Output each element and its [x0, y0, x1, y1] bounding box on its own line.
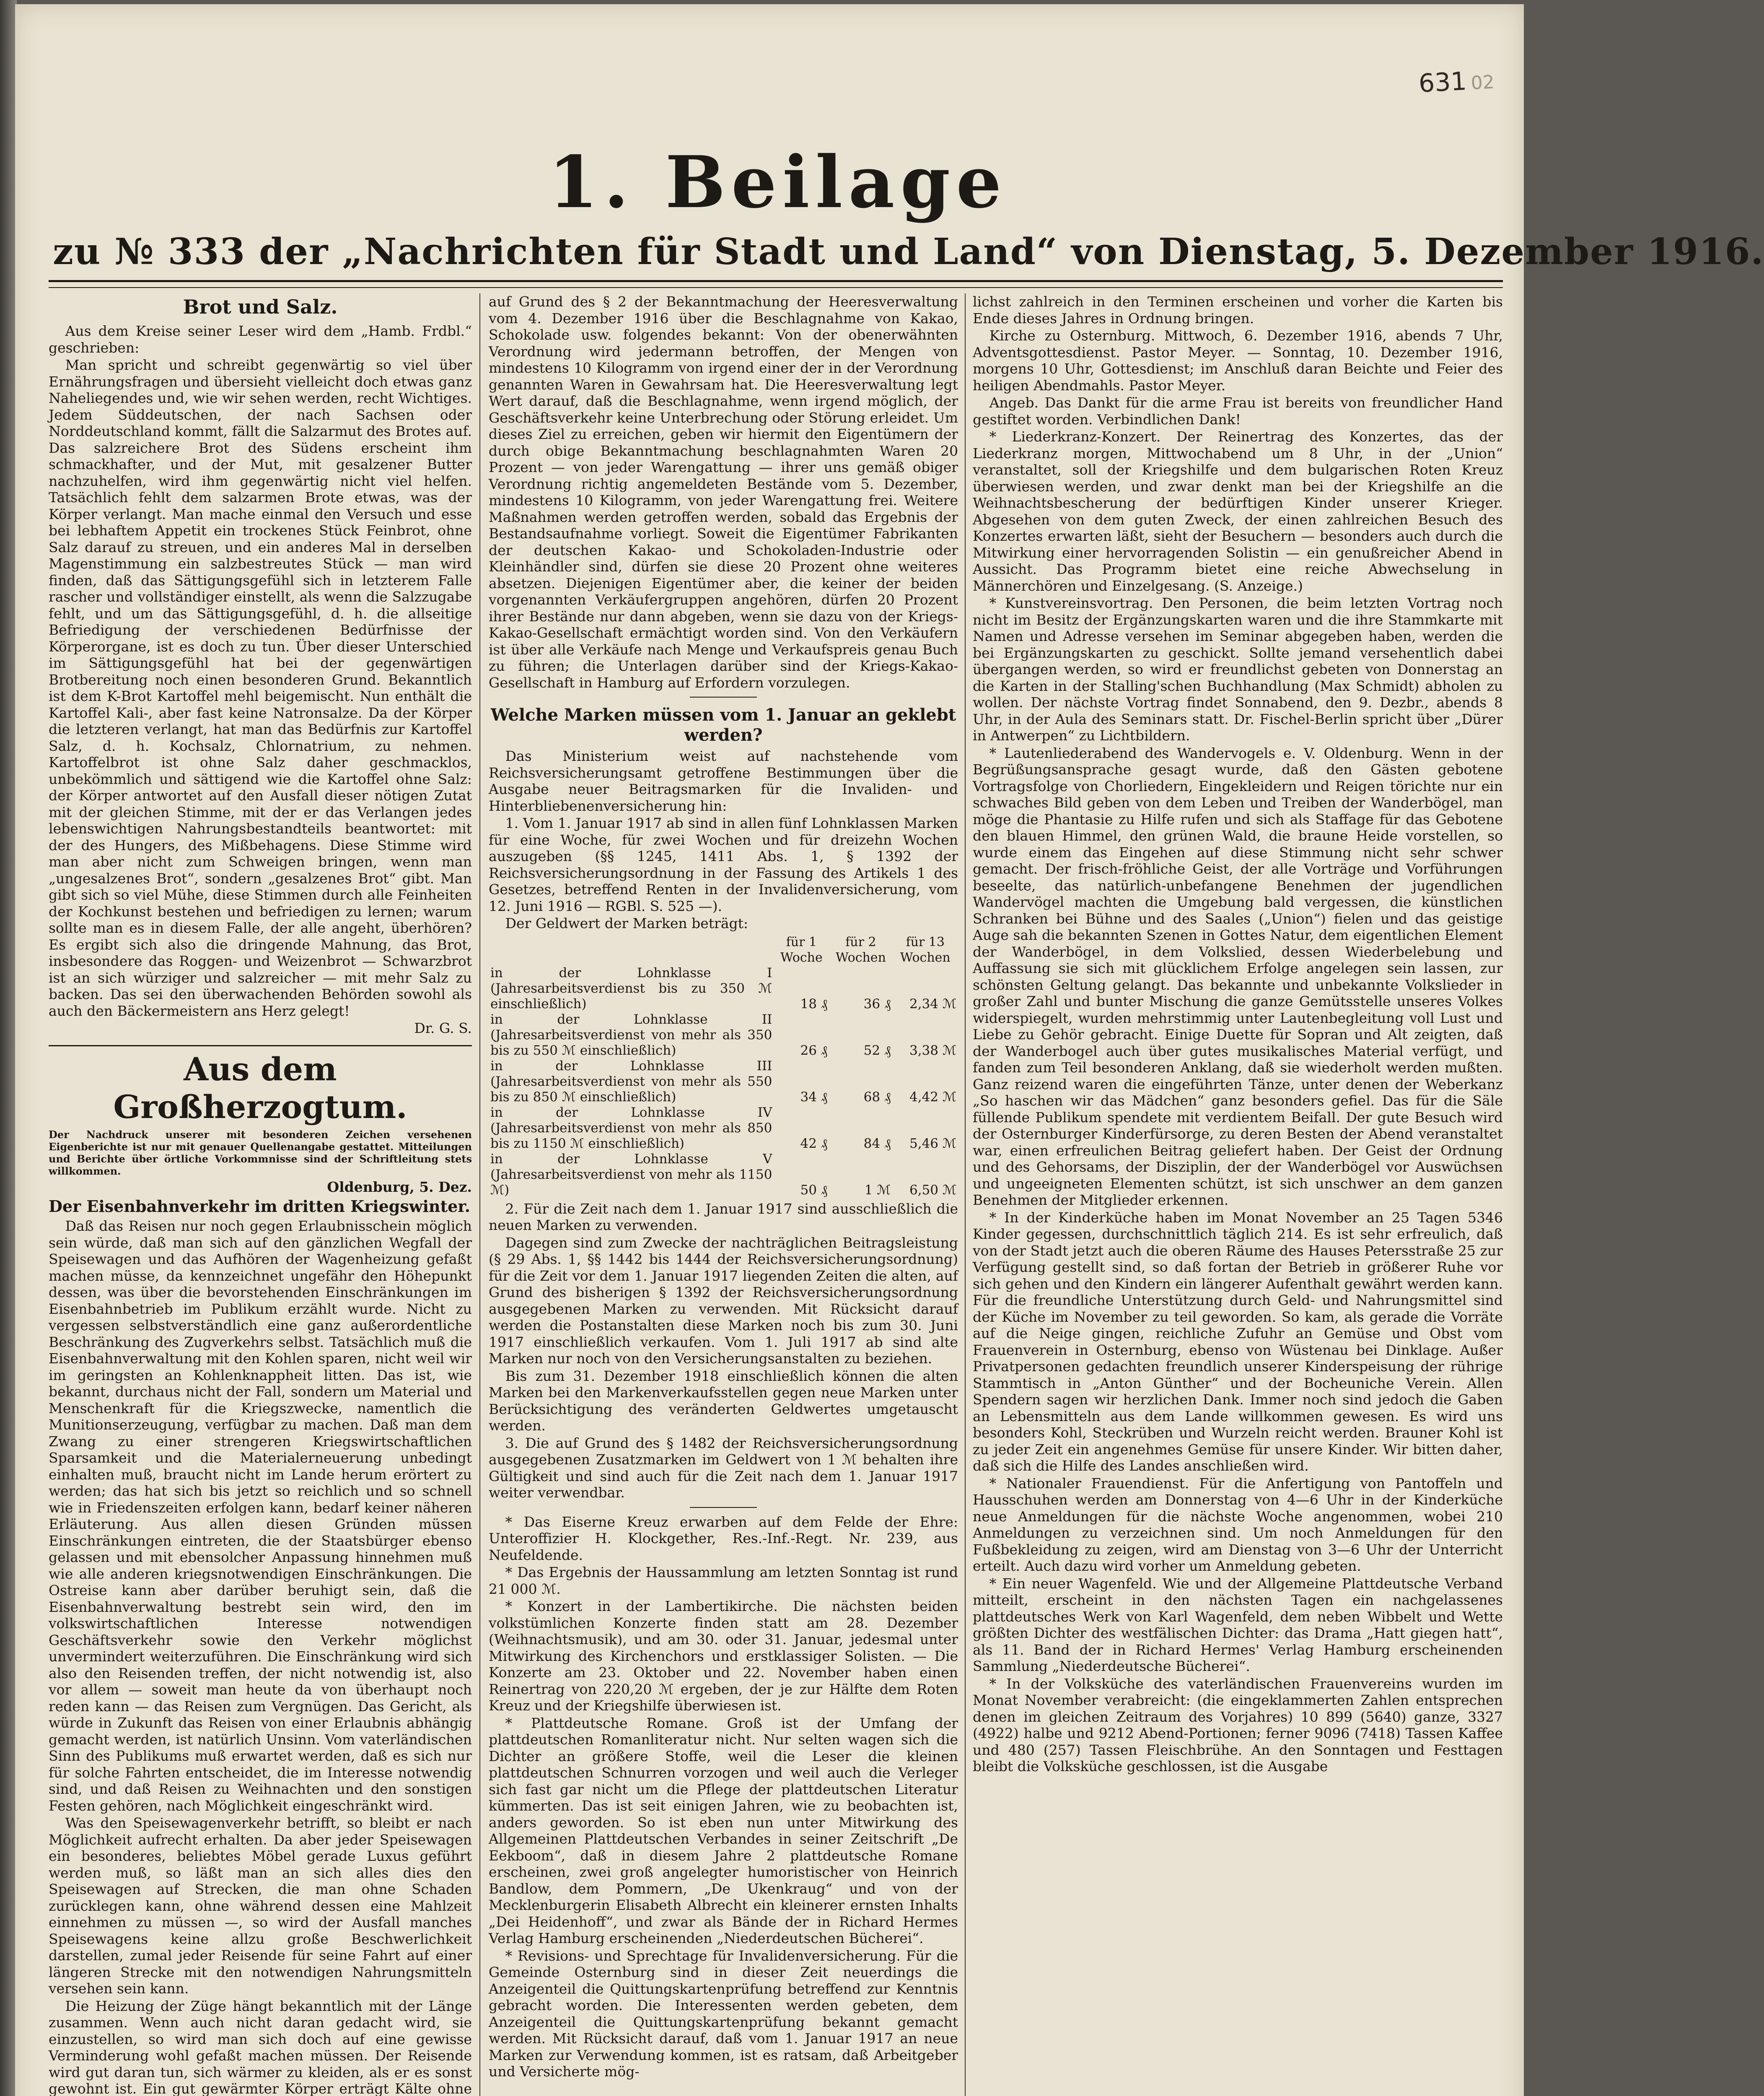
article-signature: Dr. G. S. [414, 1020, 472, 1036]
article-separator [690, 697, 757, 698]
table-cell: 18 ₰ [800, 996, 828, 1012]
scan-binding-edge [0, 0, 17, 2096]
article-title-brot: Brot und Salz. [183, 296, 338, 318]
table-cell: in der Lohnklasse III (Jahresarbeitsverdienst von mehr als 550 bis zu 850 ℳ einschließlich) [490, 1058, 772, 1105]
article-paragraph: Was den Speisewagenverkehr betrifft, so bleibt er nach Möglichkeit aufrecht erhalten. Da aber jeder Speisewagen ein besonderes, beliebtes Möbel gerade Luxus geführt werden muß, so läßt man an sich alles dies den Speisewagen auf Strecken, die man ohne Schaden zurücklegen kann, ohne während dessen eine Mahlzeit einnehmen zu müssen —, so wird der Ausfall manches Speisewagens keine allzu große Beschwerlichkeit darstellen, zumal jeder Reisende für seine Fahrt auf einer längeren Strecke mit den notwendigen Nahrungsmitteln versehen sein kann. [49, 1815, 472, 1997]
article-paragraph: 2. Für die Zeit nach dem 1. Januar 1917 sind ausschließlich die neuen Marken zu verwenden. [489, 1200, 958, 1233]
table-cell: 84 ₰ [863, 1136, 891, 1151]
table-cell: 50 ₰ [800, 1182, 828, 1198]
news-item: Kirche zu Osternburg. Mittwoch, 6. Dezember 1916, abends 7 Uhr, Adventsgottesdienst. Pastor Meyer. — Sonntag, 10. Dezember 1916, morgens 10 Uhr, Gottesdienst; im Anschluß daran Beichte und Feier des heiligen Abendmahls. Pastor Meyer. [973, 327, 1503, 394]
news-item: * Ein neuer Wagenfeld. Wie und der Allgemeine Plattdeutsche Verband mitteilt, erscheint in den nächsten Tagen ein nachgelassenes plattdeutsches Werk von Karl Wagenfeld, dem neben Wibbelt und Wette größten Dichter des westfälischen Dichter: das Drama „Hatt giegen hatt“, als 11. Band der in Richard Hermes' Verlag Hamburg erscheinenden Sammlung „Niederdeutsche Bücherei“. [973, 1575, 1503, 1674]
news-item: * Liederkranz-Konzert. Der Reinertrag des Konzertes, das der Liederkranz morgen, Mittwochabend um 8 Uhr, in der „Union“ veranstaltet, soll der Kriegshilfe und dem bulgarischen Roten Kreuz überwiesen werden, und zwar denkt man bei der Kriegshilfe an die Weihnachtsbescherung der bedürftigen Kinder unserer Krieger. Abgesehen von dem guten Zweck, der einen zahlreichen Besuch des Konzertes erwarten läßt, sieht der Besuchern — besonders auch durch die Mitwirkung einer hervorragenden Solistin — ein genußreicher Abend in Aussicht. Das Programm bietet eine reiche Abwechselung in Männerchören und Einzelgesang. (S. Anzeige.) [973, 428, 1503, 594]
section-title: Aus dem Großherzogtum. [49, 1045, 472, 1126]
news-item: * In der Kinderküche haben im Monat November an 25 Tagen 5346 Kinder gegessen, durchschnittlich täglich 214. Es ist sehr erfreulich, daß von der Stadt jetzt auch die oberen Räume des Hauses Petersstraße 25 zur Verfügung gestellt sind, so daß fortan der Betrieb in größerer Ruhe vor sich gehen und den Kindern ein längerer Aufenthalt gewährt werden kann. Für die freundliche Unterstützung durch Geld- und Nahrungsmittel sind der Küche im November zu teil geworden. So kam, als gerade die Vorräte auf die Neige gingen, reichliche Zufuhr an Gemüse und Obst vom Frauenverein in Osternburg, ebenso von Wüstenau bei Dinklage. Außer Privatpersonen gedachten freundlich unserer Kinderspeisung der rührige Stammtisch in „Anton Günther“ und der Bocheuniche Verein. Allen Spendern sagen wir herzlichen Dank. Immer noch sind jedoch die Gaben an Lebensmitteln aus dem Lande willkommen gewesen. Es wird uns besonders Kohl, Steckrüben und Wurzeln reicht werden. Brauner Kohl ist zu jeder Zeit ein angenehmes Gemüse für unsere Kinder. Wir bitten daher, daß sich die Hilfe des Landes anschließen wird. [973, 1209, 1503, 1474]
columns [49, 293, 1503, 2096]
dateline: Oldenburg, 5. Dez. [327, 1178, 472, 1195]
archive-number: 631 [1418, 66, 1468, 99]
article-paragraph: auf Grund des § 2 der Bekanntmachung der Heeresverwaltung vom 4. Dezember 1916 über die Beschlagnahme von Kakao, Schokolade usw. folgendes bekannt: Von der obenerwähnten Verordnung wird jedermann betroffen, der Mengen von mindestens 10 Kilogramm von irgend einer der in der Verordnung genannten Waren in Gewahrsam hat. Die Heeresverwaltung legt Wert darauf, daß die Beschlagnahme, wenn irgend möglich, der Geschäftsverkehr keine Unterbrechung oder Störung erleidet. Um dieses Ziel zu erreichen, geben wir hiermit den Eigentümern der durch obige Bekanntmachung beschlagnahmten Waren 20 Prozent — von jeder Warengattung — ihrer uns gemäß obiger Verordnung richtig angemeldeten Bestände vom 5. Dezember, mindestens 10 Kilogramm, von jeder Warengattung frei. Weitere Maßnahmen werden getroffen werden, sobald das Ergebnis der Bestandsaufnahme vorliegt. Soweit die Eigentümer Fabrikanten der deutschen Kakao- und Schokoladen-Industrie oder Kleinhändler sind, dürfen sie diese 20 Prozent ohne weiteres absetzen. Diejenigen Eigentümer aber, die keiner der beiden vorgenannten Verkäufergruppen angehören, dürfen 20 Prozent ihrer Bestände nur dann abgeben, wenn sie dazu von der Kriegs-Kakao-Gesellschaft ermächtigt worden sind. Von den Verkäufern ist über alle Verkäufe nach Menge und Verkaufspreis genau Buch zu führen; die Unterlagen darüber sind der Kriegs-Kakao-Gesellschaft in Hamburg auf Erfordern vorzulegen. [489, 293, 958, 691]
column-divider [965, 293, 966, 2096]
supplement-subtitle: zu № 333 der „Nachrichten für Stadt und Land“ von Dienstag, 5. Dezember 1916. [53, 231, 1764, 273]
table-cell: 1 ℳ [864, 1182, 891, 1198]
supplement-title: 1. Beilage [548, 140, 1008, 224]
news-item: * Kunstvereinsvortrag. Den Personen, die beim letzten Vortrag noch nicht im Besitz der Ergänzungskarten waren und die ihre Stammkarte mit Namen und Adresse versehen im Seminar abgegeben haben, werden die bei Ergänzungskarten zu geschickt. Sollte jemand versehentlich dabei übergangen werden, so wird er freundlichst gebeten von Donnerstag an die Karten in der Stalling'schen Buchhandlung (Max Schmidt) abholen zu wollen. Der nächste Vortrag findet Sonnabend, den 9. Dezbr., abends 8 Uhr, in der Aula des Seminars statt. Dr. Fischel-Berlin spricht über „Dürer in Antwerpen“ zu Lichtbildern. [973, 595, 1503, 744]
table-header-cell: für 1 Woche [780, 934, 823, 965]
table-cell: 4,42 ℳ [909, 1089, 956, 1105]
table-cell: in der Lohnklasse I (Jahresarbeitsverdienst bis zu 350 ℳ einschließlich) [490, 965, 772, 1012]
news-item: lichst zahlreich in den Terminen erscheinen und vorher die Karten bis Ende dieses Jahres in Ordnung bringen. [973, 293, 1503, 327]
news-item: * Plattdeutsche Romane. Groß ist der Umfang der plattdeutschen Romanliteratur nicht. Nur selten wagen sich die Dichter an größere Stoffe, weil die Leser die kleinen plattdeutschen Schnurren vorzogen und weil auch die Verleger sich fast gar nicht um die Pflege der plattdeutschen Literatur kümmerten. Das ist seit einigen Jahren, wie zu beobachten ist, anders geworden. So ist eben nun unter Mitwirkung des Allgemeinen Plattdeutschen Verbandes in seiner Zeitschrift „De Eekboom“, daß in diesem Jahre 2 plattdeutsche Romane erscheinen, zwei groß angelegter humoristischer von Heinrich Bandlow, dem Pommern, „De Ukenkraug“ und von der Mecklenburgerin Elisabeth Albrecht ein kleinerer ernsten Inhalts „Dei Heidenhoff“, und zwar als Bände der in Richard Hermes Verlag Hamburg erscheinenden „Niederdeutschen Bücherei“. [489, 1715, 958, 1946]
table-cell: 42 ₰ [800, 1136, 828, 1151]
article-separator [690, 1507, 757, 1508]
table-cell: in der Lohnklasse IV (Jahresarbeitsverdienst von mehr als 850 bis zu 1150 ℳ einschließlich) [490, 1105, 772, 1151]
news-item: * Nationaler Frauendienst. Für die Anfertigung von Pantoffeln und Hausschuhen werden am Donnerstag von 4—6 Uhr in der Kinderküche neue Anmeldungen für die nächste Woche angenommen, wobei 210 Anmeldungen zu verzeichnen sind. Um noch Anmeldungen für den Fußbekleidung zu zeigen, wird am Dienstag von 3—6 Uhr der Unterricht erteilt. Auch dazu wird vorher um Anmeldung gebeten. [973, 1475, 1503, 1574]
table-row [489, 965, 958, 1012]
table-cell: 36 ₰ [863, 996, 891, 1012]
table-header-row [489, 934, 958, 965]
table-header-cell: für 13 Wochen [900, 934, 951, 965]
table-header-cell [489, 934, 774, 965]
article-paragraph: Der Geldwert der Marken beträgt: [505, 915, 749, 931]
column-divider [479, 293, 480, 2096]
contribution-rates-table [489, 934, 958, 1198]
archive-page-number [1418, 65, 1495, 98]
table-header-cell: für 2 Wochen [835, 934, 886, 965]
table-cell: 5,46 ℳ [909, 1136, 956, 1151]
table-row [489, 1058, 958, 1105]
newspaper-page [15, 4, 1764, 2096]
article-paragraph: Daß das Reisen nur noch gegen Erlaubnisschein möglich sein würde, daß man sich auf den gänzlichen Wegfall der Speisewagen und das Aufhören der Wagenheizung gefaßt machen müsse, da kennzeichnet ungefähr den Höhepunkt dessen, was über die bevorstehenden Einschränkungen im Eisenbahnbetrieb im Publikum erzählt wurde. Nicht zu vergessen selbstverständlich eine ganz außerordentliche Beschränkung des Zugverkehrs selbst. Tatsächlich muß die Eisenbahnverwaltung mit den Kohlen sparen, nicht weil wir im geringsten an Kohlenknappheit litten. Das ist, wie bekannt, durchaus nicht der Fall, sondern um Material und Menschenkraft für die Kriegszwecke, namentlich die Munitionserzeugung, verfügbar zu machen. Daß man dem Zwang zu einer strengeren Kriegswirtschaftlichen Sparsamkeit und die Materialerneuerung unbedingt einhalten muß, braucht nicht im Lande herum erörtert zu werden; das hat sich bis jetzt so reichlich und so schnell wie in Friedenszeiten erfolgen kann, bedarf keiner näheren Erläuterung. Aus allen diesen Gründen müssen Einschränkungen eintreten, die der Staatsbürger ebenso gelassen und mit ebensolcher Anpassung hinnehmen muß wie alle anderen kriegsnotwendigen Einschränkungen. Die Ostreise kann aber darüber beruhigt sein, daß die Eisenbahnverwaltung bestrebt sein wird, den im volkswirtschaftlichen Interesse notwendigen Geschäftsverkehr sowie den Verkehr möglichst unvermindert weiterzuführen. Die Einschränkung wird sich also den Reisenden treffen, der nicht notwendig ist, also vor allem — soweit man heute da von überhaupt noch reden kann — das Reisen zum Vergnügen. Das Gericht, als würde in Zukunft das Reisen von einer Erlaubnis abhängig gemacht werden, ist natürlich Unsinn. Vom vaterländischen Sinn des Publikums muß erwartet werden, daß es sich nur für solche Fahrten entscheidet, die im Interesse notwendig sind, und daß Reisen zu Weihnachten und den sonstigen Festen gehören, nach Möglichkeit eingeschränkt wird. [49, 1218, 472, 1814]
column-3 [973, 293, 1503, 2096]
article-paragraph: Bis zum 31. Dezember 1918 einschließlich können die alten Marken bei den Markenverkaufsstellen gegen neue Marken unter Berücksichtigung des veränderten Geldwertes umgetauscht werden. [489, 1367, 958, 1434]
news-item: * Lautenliederabend des Wandervogels e. V. Oldenburg. Wenn in der Begrüßungsansprache gesagt wurde, daß den Gästen gebotene Vortragsfolge von Chorliedern, Eingekleidern und Reigen törichte nur ein schwaches Bild geben von dem Leben und Treiben der Wanderbögel, man möge die Phantasie zu Hilfe rufen und sich als Staffage für das Gebotene den blauen Himmel, den grünen Wald, die braune Heide vorstellen, so wurde einem das Eingehen auf diese Stimmung nicht sehr schwer gemacht. Der frisch-fröhliche Geist, der alle Vorträge und Vorführungen beseelte, das natürlich-unbefangene Benehmen der jugendlichen Wandervögel machten die Umgebung bald vergessen, die künstlichen Schranken bei Bühne und des Saales („Union“) fielen und das geistige Auge sah die bekannten Szenen in Gottes Natur, dem eigentlichen Element der Wanderbögel, in dem Volkslied, dessen Wiederbelebung und Auffassung sie sich mit glücklichem Erfolge angelegen sein lassen, zur schönsten Geltung gelangt. Das bekannte und unbekannte Volkslieder in großer Zahl und bunter Mischung die ganze Gemütsstelle unseres Volkes widerspiegelt, wurden mehrstimmig unter Lautenbegleitung voll Lust und Liebe zu Gehör gebracht. Einige Duette für Sopran und Alt zeigten, daß der Wanderbogel auch über gutes musikalisches Material verfügt, und fanden zum Teil besonderen Anklang, daß sie wiederholt werden mußten. Ganz reizend waren die eingeführten Tänze, unter denen der Weberkanz „So haschen wir das Mädchen“ ganz besonders gefiel. Das für die Säle füllende Publikum spendete mit verdientem Beifall. Der gute Besuch wird der Osternburger Kinderfürsorge, zu deren Besten der Abend veranstaltet war, einen erfreulichen Beitrag geliefert haben. Der Geist der Ordnung und des Gehorsams, der Disziplin, der der Wanderbögel vor Auswüchsen und ungeeigneten Elementen schützt, ist sich unschwer an dem ganzen Benehmen der Mitglieder erkennen. [973, 744, 1503, 1208]
news-item: * Das Ergebnis der Haussammlung am letzten Sonntag ist rund 21 000 ℳ. [489, 1564, 958, 1597]
article-paragraph: Die Heizung der Züge hängt bekanntlich mit der Länge zusammen. Wenn auch nicht daran gedacht wird, sie einzustellen, so wird man sich doch auf eine gewisse Verminderung wohl gefaßt machen müssen. Der Reisende wird gut daran tun, sich wärmer zu kleiden, als er es sonst gewohnt ist. Ein gut gewärmter Körper erträgt Kälte ohne [49, 1997, 472, 2096]
table-cell: 2,34 ℳ [909, 996, 956, 1012]
table-cell: 26 ₰ [800, 1043, 828, 1058]
news-item: Angeb. Das Dankt für die arme Frau ist bereits von freundlicher Hand gestiftet worden. Verbindlichen Dank! [973, 394, 1503, 428]
news-item: * Das Eiserne Kreuz erwarben auf dem Felde der Ehre: Unteroffizier H. Klockgether, Res.-Inf.-Regt. Nr. 239, aus Neufeldende. [489, 1513, 958, 1563]
reprint-notice: Der Nachdruck unserer mit besonderen Zeichen versehenen Eigenberichte ist nur mit genauer Quellenangabe gestattet. Mitteilungen und Berichte über örtliche Vorkommnisse sind der Schriftleitung stets willkommen. [49, 1128, 472, 1177]
article-paragraph: 1. Vom 1. Januar 1917 ab sind in allen fünf Lohnklassen Marken für eine Woche, für zwei Wochen und für dreizehn Wochen auszugeben (§§ 1245, 1411 Abs. 1, § 1392 der Reichsversicherungsordnung in der Fassung des Artikels 1 des Gesetzes, betreffend Renten in der Invalidenversicherung, vom 12. Juni 1916 — RGBl. S. 525 —). [489, 815, 958, 914]
table-cell: 68 ₰ [863, 1089, 891, 1105]
article-paragraph: Aus dem Kreise seiner Leser wird dem „Hamb. Frdbl.“ geschrieben: [49, 323, 472, 356]
column-1 [49, 293, 472, 2096]
article-paragraph: Man spricht und schreibt gegenwärtig so viel über Ernährungsfragen und übersieht vielleicht doch etwas ganz Naheliegendes und, wie wir sehen werden, recht Wichtiges. Jedem Süddeutschen, der nach Sachsen oder Norddeutschland kommt, fällt die Salzarmut des Brotes auf. Das salzreichere Brot des Südens erscheint ihm schmackhafter, und der Mut, mit gesalzener Butter nachzuhelfen, wird ihm gegenwärtig nicht viel helfen. Tatsächlich fehlt dem salzarmen Brote etwas, was der Körper verlangt. Man mache einmal den Versuch und esse bei lebhaftem Appetit ein trockenes Stück Feinbrot, ohne Salz darauf zu streuen, und ein anderes Mal in derselben Magenstimmung ein salzbestreutes Stück — man wird finden, daß das Sättigungsgefühl sich in letzterem Falle rascher und vollständiger einstellt, als wenn die Salzzugabe fehlt, und um das Sättigungsgefühl, d. h. die allseitige Befriedigung der verschiedenen Bedürfnisse der Körperorgane, ist es doch zu tun. Über dieser Unterschied im Sättigungsgefühl hat bei der gegenwärtigen Brotbereitung noch einen besonderen Grund. Bekanntlich ist dem K-Brot Kartoffel mehl beigemischt. Nun enthält die Kartoffel Kali-, aber fast keine Natronsalze. Da der Körper die letzteren verlangt, hat man das Bedürfnis zur Kartoffel Salz, d. h. Kochsalz, Chlornatrium, zu nehmen. Kartoffelbrot ist ohne Salz daher geschmacklos, unbekömmlich und sättigend wie die Kartoffel ohne Salz: der Körper antwortet auf den Ausfall dieser nötigen Zutat mit der gleichen Stimme, mit der er das Verlangen jedes lebenswichtigen Nahrungsbestandteils beantwortet: mit der des Hungers, des Mißbehagens. Diese Stimme wird man aber nicht zum Schweigen bringen, wenn man „ungesalzenes Brot“, sondern „gesalzenes Brot“ gibt. Man gibt sich so viel Mühe, diese Stimmen durch alle Feinheiten der Kochkunst bestehen und befriedigen zu lernen; warum sollte man es in diesem Falle, der alle angeht, überhören? Es ergibt sich also die dringende Mahnung, das Brot, insbesondere das Roggen- und Weizenbrot — Schwarzbrot ist an sich würziger und salzreicher — mit mehr Salz zu backen. Das sei den überwachenden Behörden sowohl als auch den Bäckermeistern ans Herz gelegt! [49, 357, 472, 1019]
column-2 [489, 293, 958, 2096]
table-row [489, 1105, 958, 1152]
table-cell: 6,50 ℳ [909, 1182, 956, 1198]
article-paragraph: Dagegen sind zum Zwecke der nachträglichen Beitragsleistung (§ 29 Abs. 1, §§ 1442 bis 1444 der Reichsversicherungsordnung) für die Zeit vor dem 1. Januar 1917 liegenden Zeiten die alten, auf Grund des bisherigen § 1392 der Reichsversicherungsordnung ausgegebenen Marken zu verwenden. Mit Rücksicht darauf werden die Postanstalten diese Marken noch bis zum 30. Juni 1917 einschließlich verkaufen. Vom 1. Juli 1917 ab sind alte Marken nur noch von den Versicherungsanstalten zu beziehen. [489, 1234, 958, 1367]
table-cell: 3,38 ℳ [909, 1043, 956, 1058]
news-item: * In der Volksküche des vaterländischen Frauenvereins wurden im Monat November verabreicht: (die eingeklammerten Zahlen entsprechen denen im gleichen Zeitraum des Vorjahres) 10 899 (5640) ganze, 3327 (4922) halbe und 9212 Abend-Portionen; ferner 9096 (7418) Tassen Kaffee und 480 (257) Tassen Fleischbrühe. An den Sonntagen und Festtagen bleibt die Volksküche geschlossen, ist die Ausgabe [973, 1675, 1503, 1774]
article-paragraph: 3. Die auf Grund des § 1482 der Reichsversicherungsordnung ausgegebenen Zusatzmarken im Geldwert von 1 ℳ behalten ihre Gültigkeit und sind auch für die Zeit nach dem 1. Januar 1917 weiter verwendbar. [489, 1435, 958, 1501]
article-paragraph: Das Ministerium weist auf nachstehende vom Reichsversicherungsamt getroffene Bestimmungen über die Ausgabe neuer Beitragsmarken für die Invaliden- und Hinterbliebenenversicherung hin: [489, 748, 958, 814]
table-row [489, 1152, 958, 1198]
table-cell: in der Lohnklasse II (Jahresarbeitsverdienst von mehr als 350 bis zu 550 ℳ einschließlich) [490, 1012, 772, 1058]
news-item: * Konzert in der Lambertikirche. Die nächsten beiden volkstümlichen Konzerte finden statt am 28. Dezember (Weihnachtsmusik), und am 30. oder 31. Januar, jedesmal unter Mitwirkung des Kirchenchors und erstklassiger Solisten. — Die Konzerte am 23. Oktober und 22. November haben einen Reinertrag von 220,20 ℳ ergeben, der je zur Hälfte dem Roten Kreuz und der Kriegshilfe überwiesen ist. [489, 1598, 958, 1714]
article-title-eisenbahn: Der Eisenbahnverkehr im dritten Kriegswinter. [49, 1197, 471, 1216]
table-cell: 52 ₰ [863, 1043, 891, 1058]
table-cell: 34 ₰ [800, 1089, 828, 1105]
masthead-rule [49, 280, 1503, 288]
news-item: * Revisions- und Sprechtage für Invalidenversicherung. Für die Gemeinde Osternburg sind in dieser Zeit neuerdings die Anzeigenteil die Quittungskartenprüfung betreffend zur Kenntnis gebracht worden. Die Interessenten werden gebeten, dem Anzeigenteil die Quittungskartenprüfung bekannt gemacht werden. Mit Rücksicht darauf, daß vom 1. Januar 1917 an neue Marken zur Verwendung kommen, ist es ratsam, daß Arbeitgeber und Versicherte mög- [489, 1947, 958, 2080]
masthead [53, 140, 1764, 273]
table-row [489, 1012, 958, 1058]
table-cell: in der Lohnklasse V (Jahresarbeitsverdienst von mehr als 1150 ℳ) [490, 1151, 772, 1198]
article-title-marken: Welche Marken müssen vom 1. Januar an geklebt werden? [490, 705, 956, 745]
archive-number-faint: 02 [1470, 71, 1495, 94]
